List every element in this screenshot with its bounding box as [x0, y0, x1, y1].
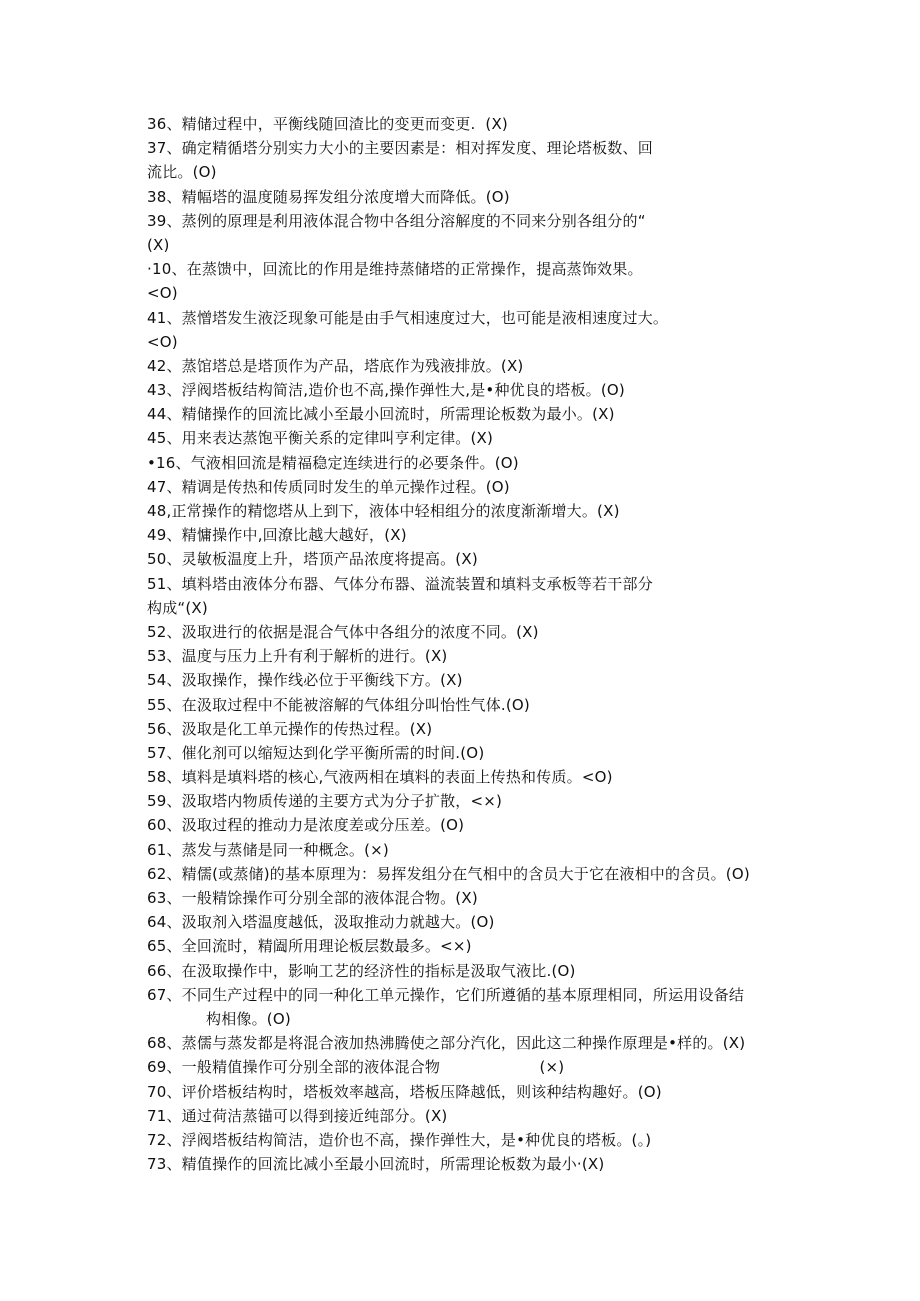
text-line: 57、催化剂可以缩短达到化学平衡所需的时间.(O) [147, 743, 485, 762]
text-line: 50、灵敏板温度上升，塔顶产品浓度将提高。(X) [147, 550, 478, 569]
text-line: 53、温度与压力上升有利于解析的进行。(X) [147, 647, 448, 666]
text-line: 54、汲取操作，操作线必位于平衡线下方。(X) [147, 671, 463, 690]
text-line: 59、汲取塔内物质传递的主要方式为分子扩散，<×) [147, 792, 503, 811]
text-line: •16、气液相回流是精福稳定连续进行的必要条件。(O) [147, 453, 519, 472]
text-line: 64、汲取剂入塔温度越低，汲取推动力就越大。(O) [147, 913, 495, 932]
text-line: 36、精储过程中，平衡线随回渣比的变更而变更. (X) [147, 115, 508, 133]
text-line: 72、浮阀塔板结构简洁，造价也不高，操作弹性大，是•种优良的塔板。(。) [147, 1130, 652, 1149]
text-line: 41、蒸憎塔发生液泛现象可能是由手气相速度过大，也可能是液相速度过大。 [147, 308, 669, 327]
text-line: 69、一般精值操作可分别全部的液体混合物 (×) [147, 1058, 565, 1077]
text-line: 61、蒸发与蒸储是同一种概念。(×) [147, 840, 389, 859]
text-line: 65、全回流时，精阖所用理论板层数最多。<×) [147, 937, 472, 956]
text-line: 55、在汲取过程中不能被溶解的气体组分叫怡性气体.(O) [147, 695, 530, 714]
text-line: 60、汲取过程的推动力是浓度差或分压差。(O) [147, 816, 465, 835]
text-line: 45、用来表达蒸饱平衡关系的定律叫亨利定律。(X) [147, 429, 494, 448]
text-line: 51、填料塔由液体分布器、气体分布器、溢流装置和填料支承板等若干部分 [147, 574, 653, 593]
text-line: 63、一般精馀操作可分别全部的液体混合物。(X) [147, 889, 478, 907]
text-line: 44、精储操作的回流比减小至最小回流时，所需理论板数为最小。(X) [147, 405, 615, 424]
text-line: <O) [147, 284, 178, 303]
text-line: ·10、在蒸馈中，回流比的作用是维持蒸储塔的正常操作，提高蒸饰效果。 [147, 260, 643, 279]
text-line: 56、汲取是化工单元操作的传热过程。(X) [147, 719, 433, 738]
text-line: 73、精值操作的回流比减小至最小回流时，所需理论板数为最小·(X) [147, 1155, 605, 1174]
text-line: 39、蒸例的原理是利用液体混合物中各组分溶解度的不同来分别各组分的“ [147, 211, 646, 230]
text-line: 68、蒸儒与蒸发都是将混合液加热沸腾使之部分汽化，因此这二种操作原理是•样的。(X) [147, 1034, 746, 1053]
text-line: 67、不同生产过程中的同一种化工单元操作，它们所遵循的基本原理相同，所运用设备结 [147, 985, 745, 1004]
text-line: 58、填料是填料塔的核心,气液两相在填料的表面上传热和传质。<O) [147, 768, 613, 787]
text-line: (X) [147, 235, 170, 254]
text-line: 66、在汲取操作中，影响工艺的经济性的指标是汲取气液比.(O) [147, 961, 576, 980]
text-line: <O) [147, 332, 178, 351]
text-line: 构相像。(O) [206, 1009, 291, 1028]
text-line: 38、精幅塔的温度随易挥发组分浓度增大而降低。(O) [147, 187, 510, 206]
question-list [147, 112, 882, 1176]
text-line: 71、通过荷洁蒸锚可以得到接近纯部分。(X) [147, 1106, 448, 1125]
text-line: 42、蒸馆塔总是塔顶作为产品，塔底作为残液排放。(X) [147, 356, 524, 375]
text-line: 47、精调是传热和传质同时发生的单元操作过程。(O) [147, 477, 510, 496]
text-line: 流比。(O) [147, 163, 217, 182]
text-line: 37、确定精循塔分别实力大小的主要因素是：相对挥发度、理论塔板数、回 [147, 139, 653, 158]
text-line: 43、浮阀塔板结构简洁,造价也不高,操作弹性大,是•种优良的塔板。(O) [147, 381, 625, 400]
text-line: 49、精慵操作中,回潦比越大越好，(X) [147, 526, 407, 545]
text-line: 70、评价塔板结构时，塔板效率越高，塔板压降越低，则该种结构趣好。(O) [147, 1082, 662, 1101]
text-line: 52、汲取进行的依据是混合气体中各组分的浓度不同。(X) [147, 622, 539, 641]
text-line: 48,正常操作的精惚塔从上到下，液体中轻相组分的浓度渐渐增大。(X) [147, 502, 620, 520]
text-line: 构成“(X) [147, 598, 208, 617]
text-line: 62、精儒(或蒸储)的基本原理为：易挥发组分在气相中的含员大于它在液相中的含员。(O) [147, 864, 750, 883]
